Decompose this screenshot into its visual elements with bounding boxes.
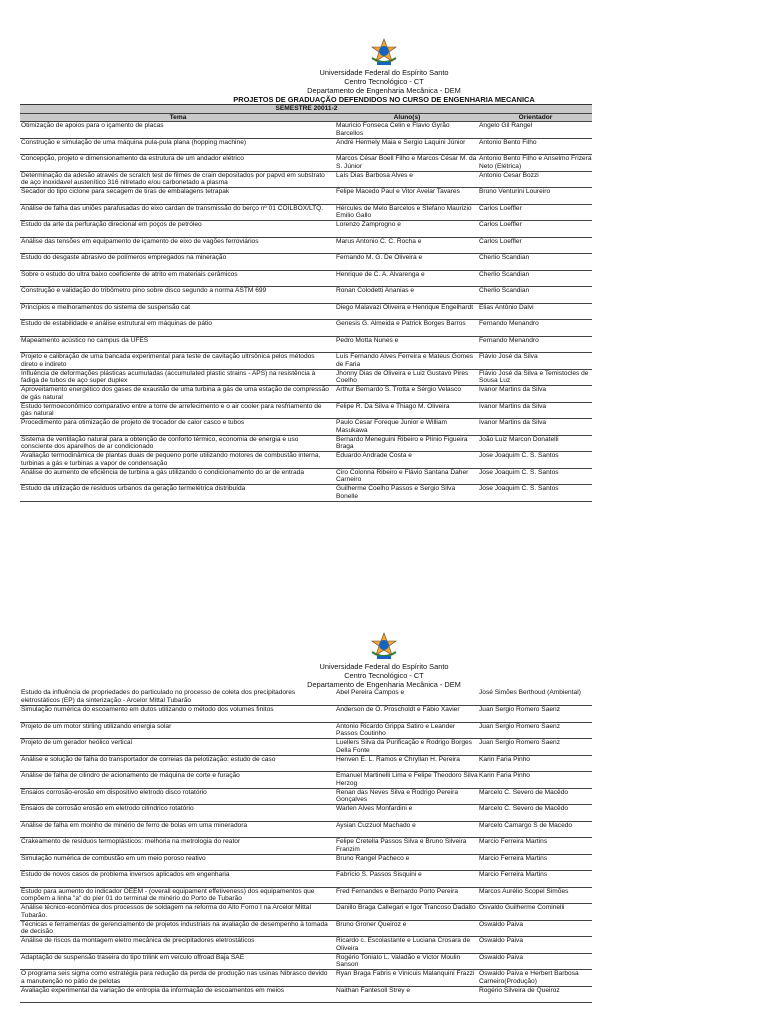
topic-cell: Adaptação de suspensão traseira do tipo trilink em veículo offroad Baja SAE — [20, 953, 335, 970]
topic-cell: Análise técnico-econômica dos processos de soldagem na reforma do Alto Forno I na Arcelor Mittal Tubarão. — [20, 904, 335, 921]
table-row — [20, 402, 592, 419]
students-cell: Luellers Silva da Purificação e Rodrigo Borges Della Fonte — [335, 739, 478, 756]
topic-cell: Estudo da arte da perfuração direcional em poços de petróleo — [20, 221, 335, 238]
topic-cell: Estudo da utilização de resíduos urbanos da geração termelétrica distribuída — [20, 485, 335, 502]
table-row — [20, 689, 592, 706]
department-name: Departamento de Engenharia Mecânica - DEM — [307, 86, 461, 95]
advisor-cell: Fernando Menandro — [478, 336, 592, 353]
advisor-cell: Ivanor Martins da Silva — [478, 419, 592, 436]
topic-cell: Análise de riscos da montagem eletro mecânica de precipitadores eletrostáticos — [20, 937, 335, 954]
table-row — [20, 871, 592, 888]
advisor-cell: Jose Joaquim C. S. Santos — [478, 468, 592, 485]
table-row — [20, 188, 592, 205]
table-row — [20, 435, 592, 452]
semester-heading: SEMESTRE 20011-2 — [20, 105, 592, 114]
students-cell: Fred Fernandes e Bernardo Porto Pereira — [335, 887, 478, 904]
table-row — [20, 953, 592, 970]
table-row — [20, 821, 592, 838]
students-cell: Paulo Cesar Foreque Junior e William Masukawa — [335, 419, 478, 436]
table-row — [20, 887, 592, 904]
topic-cell: Estudo para aumento do indicador OEEM - (overall equipament effetiveness) dos equipamentos que compõem a linha "a" do píer 01 do terminal de minério do Porto de Tubarão — [20, 887, 335, 904]
table-row — [20, 171, 592, 188]
topic-cell: Projeto e calibração de uma bancada experimental para teste de cavitação ultrsônica pelos métodos direto e indireto — [20, 353, 335, 370]
students-cell: Henven E. L. Ramos e Chryllan H. Pereira — [335, 755, 478, 772]
topic-cell: Ensaios de corrosão erosão em eletrodo cilíndrico rotatório — [20, 805, 335, 822]
table-row — [20, 155, 592, 172]
projects-table-body — [20, 122, 592, 502]
students-cell: Marus Antonio C. C. Rocha e — [335, 237, 478, 254]
advisor-cell: Cherlio Scandian — [478, 287, 592, 304]
students-cell: Renan das Neves Silva e Rodrigo Pereira Gonçalves — [335, 788, 478, 805]
center-name: Centro Tecnológico - CT — [344, 671, 424, 680]
advisor-cell: Cherlio Scandian — [478, 254, 592, 271]
students-cell: Guilherme Coelho Passos e Sergio Silva Bonelle — [335, 485, 478, 502]
advisor-cell: Juan Sergio Romero Saenz — [478, 739, 592, 756]
table-row — [20, 138, 592, 155]
students-cell: Naithan Fantesoll Strey e — [335, 986, 478, 1003]
advisor-cell: Oswaldo Paiva — [478, 953, 592, 970]
table-row — [20, 986, 592, 1003]
students-cell: Fabrício S. Passos Sisquini e — [335, 871, 478, 888]
university-emblem-icon — [368, 630, 400, 662]
topic-cell: Análise e solução de falha do transportador de correias da pelotização: estudo de caso — [20, 755, 335, 772]
advisor-cell: Cherlio Scandian — [478, 270, 592, 287]
topic-cell: Análise do aumento de eficiência de turbina a gás utilizando o condicionamento do ar de entrada — [20, 468, 335, 485]
students-cell: Bruno Rangel Pacheco e — [335, 854, 478, 871]
advisor-cell: Osvaldo Guilherme Cominelli — [478, 904, 592, 921]
advisor-cell: José Simões Berthoud (Ambiental) — [478, 689, 592, 706]
advisor-cell: Angelo Gil Rangel — [478, 122, 592, 139]
students-cell: Genesis G. Almeida e Patrick Borges Barros — [335, 320, 478, 337]
topic-cell: Estudo termoeconômico comparativo entre a torre de arrefecimento e o air cooler para resfriamento de gás natural — [20, 402, 335, 419]
table-row — [20, 970, 592, 987]
students-cell: Henrique de C. A. Alvarenga e — [335, 270, 478, 287]
students-cell: Warlen Alves Monfardini e — [335, 805, 478, 822]
students-cell: Ryan Braga Fabris e Vinicuis Malanquini Frazzi — [335, 970, 478, 987]
table-row — [20, 237, 592, 254]
table-row — [20, 254, 592, 271]
topic-cell: Ensaios corrosão-erosão em dispositivo eletrodo disco rotatório — [20, 788, 335, 805]
topic-cell: Princípios e melhoramentos do sistema de suspensão cat — [20, 303, 335, 320]
table-row — [20, 739, 592, 756]
topic-cell: Estudo do desgaste abrasivo de polímeros empregados na mineração — [20, 254, 335, 271]
advisor-cell: Carlos Loeffler — [478, 221, 592, 238]
students-cell: Ronan Colodetti Ananias e — [335, 287, 478, 304]
page-header — [0, 662, 768, 689]
students-cell: Eduardo Andrade Costa e — [335, 452, 478, 469]
table-row — [20, 353, 592, 370]
students-cell: Fernando M. G. De Oliveira e — [335, 254, 478, 271]
page-header — [0, 68, 768, 104]
table-row — [20, 937, 592, 954]
topic-cell: Concepção, projeto e dimensionamento da estrutura de um andador elétrico — [20, 155, 335, 172]
topic-cell: Simulação numérica do escoamento em dutos utilizando o método dos volumes finitos — [20, 706, 335, 723]
topic-cell: Estudo da influência de propriedades do particulado no processo de coleta dos precipitadores eletrostáticos (EP) da sinterização - Arcelor Mittal Tubarão — [20, 689, 335, 706]
topic-cell: Sobre o estudo do ultra baixo coeficiente de atrito em materiais cerâmicos — [20, 270, 335, 287]
advisor-cell: Marcio Ferreira Martins — [478, 854, 592, 871]
students-cell: Felipe R. Da Silva e Thiago M. Oliveira — [335, 402, 478, 419]
students-cell: Danillo Braga Callegari e Igor Trancoso Dadalto — [335, 904, 478, 921]
table-row — [20, 320, 592, 337]
topic-cell: Crakeamento de resíduos termoplásticos: melhoria na metrologia do reator — [20, 838, 335, 855]
topic-cell: Procedimento para otimização de projeto de trocador de calor casco e tubos — [20, 419, 335, 436]
column-header-alunos: Aluno(s) — [335, 113, 478, 122]
topic-cell: Técnicas e ferramentas de gerenciamento de projetos industriais na avaliação de desempenho à tomada de decisão — [20, 920, 335, 937]
table-row — [20, 755, 592, 772]
topic-cell: Determinação da adesão através de scratch test de filmes de crain depositados por papvd em substrato de aço inoxidavel austenítico 316 nitretado e/ou carbonetado a plasma — [20, 171, 335, 188]
column-header-orientador: Orientador — [478, 113, 592, 122]
advisor-cell: Oswaldo Paiva e Herbert Barbosa Carneiro(Produção) — [478, 970, 592, 987]
topic-cell: Análise de falha das uniões parafusadas do eixo cardan de transmissão do berço nº 01 COILBOX/LTQ. — [20, 204, 335, 221]
advisor-cell: Carlos Loeffler — [478, 204, 592, 221]
advisor-cell: Oswaldo Paiva — [478, 937, 592, 954]
table-row — [20, 788, 592, 805]
topic-cell: Secador do tipo ciclone para secagem de tiras de embalagens tetrapak — [20, 188, 335, 205]
department-name: Departamento de Engenharia Mecânica - DEM — [307, 680, 461, 689]
topic-cell: Influência de deformações plásticas acumuladas (accumulated plastic strains - APS) na resistência à fadiga de tubos de aço super duplex — [20, 369, 335, 386]
students-cell: Antonio Ricardo Grippa Satiro e Leander Passos Coutinho — [335, 722, 478, 739]
advisor-cell: Carlos Loeffler — [478, 237, 592, 254]
students-cell: Felipe Cretella Passos Silva e Bruno Silveira Franzim — [335, 838, 478, 855]
students-cell: Ricardo c. Escolastante e Luciana Crosara de Oliveira — [335, 937, 478, 954]
advisor-cell: Marcio Ferreira Martins — [478, 871, 592, 888]
table-row — [20, 336, 592, 353]
advisor-cell: Marcelo Camargo S de Macedo — [478, 821, 592, 838]
topic-cell: Avaliação experimental da variação de entropia da informação de escoamentos em meios — [20, 986, 335, 1003]
advisor-cell: Marcos Aurélio Scopel Simões — [478, 887, 592, 904]
topic-cell: Análise de falha em moinho de minério de ferro de bolas em uma mineradora — [20, 821, 335, 838]
students-cell: Jhonny Dias de Oliveira e Luiz Gustavo Pires Coelho — [335, 369, 478, 386]
university-emblem-icon — [368, 36, 400, 68]
projects-table — [20, 104, 592, 502]
topic-cell: Análise de falha de cilindro de acionamento de máquina de corte e furação — [20, 772, 335, 789]
university-name: Universidade Federal do Espírito Santo — [319, 68, 449, 77]
topic-cell: Estudo de novos casos de problema inversos aplicados em engenharia — [20, 871, 335, 888]
table-row — [20, 452, 592, 469]
topic-cell: Estudo de estabilidade e análise estrutural em máquinas de pátio — [20, 320, 335, 337]
advisor-cell: Antonio Bento Filho e Anselmo Frizera Neto (Elétrica) — [479, 155, 592, 170]
advisor-cell: Rogério Silveira de Queiroz — [478, 986, 592, 1003]
table-row — [20, 303, 592, 320]
advisor-cell: Flávio José da Silva e Temistocles de Sousa Luz — [478, 369, 592, 386]
table-row — [20, 386, 592, 403]
projects-table-continued — [20, 689, 592, 1003]
table-row — [20, 722, 592, 739]
topic-cell: O programa seis sigma como estratégia para redução da perda de produção nas usinas Nibrasco devido a manutenção no pátio de pelotas — [20, 970, 335, 987]
topic-cell: Otimização de apoios para o içamento de placas — [20, 122, 335, 139]
students-cell: Bruno Groner Queiroz e — [335, 920, 478, 937]
advisor-cell: Karin Faria Pinho — [478, 755, 592, 772]
students-cell: Emanuel Martinelli Lima e Felipe Theodoro Silva Herzog — [336, 772, 478, 787]
topic-cell: Construção e simulação de uma máquina pula-pula plana (hopping machine) — [20, 138, 335, 155]
table-row — [20, 485, 592, 502]
advisor-cell: Jose Joaquim C. S. Santos — [478, 452, 592, 469]
center-name: Centro Tecnológico - CT — [344, 77, 424, 86]
students-cell: Luís Fernando Alves Ferreira e Mateus Gomes de Faria — [335, 353, 478, 370]
students-cell: Lorenzo Zamprogno e — [335, 221, 478, 238]
advisor-cell: Jose Joaquim C. S. Santos — [478, 485, 592, 502]
advisor-cell: Juan Sergio Romero Saenz — [478, 706, 592, 723]
column-header-tema: Tema — [20, 113, 335, 122]
table-row — [20, 419, 592, 436]
table-row — [20, 204, 592, 221]
advisor-cell: Marcio Ferreira Martins — [478, 838, 592, 855]
topic-cell: Projeto de um motor stirling utilizando energia solar — [20, 722, 335, 739]
advisor-cell: Karin Faria Pinho — [478, 772, 592, 789]
table-row — [20, 369, 592, 386]
students-cell: Abel Pereira Campos e — [335, 689, 478, 706]
students-cell: Bernardo Meneguini Ribeiro e Plínio Figueira Braga — [335, 435, 478, 452]
table-row — [20, 920, 592, 937]
students-cell: Diego Malavazi Oliveira e Henrique Engelhardt — [335, 303, 478, 320]
table-row — [20, 805, 592, 822]
students-cell: Ciro Colonna Ribeiro e Flávio Santana Daher Carneiro — [335, 468, 478, 485]
advisor-cell: Antonio Bento Filho — [478, 138, 592, 155]
table-row — [20, 772, 592, 789]
topic-cell: Análise das tensões em equipamento de içamento de eixo de vagões ferroviários — [20, 237, 335, 254]
topic-cell: Projeto de um gerador heólico vertical — [20, 739, 335, 756]
table-row — [20, 270, 592, 287]
students-cell: Hércules de Melo Barcelos e Stefano Maurizio Emilio Gallo — [335, 204, 478, 221]
students-cell: Marcos César Boell Filho e Marcos César M. da S. Júnior — [336, 155, 477, 170]
advisor-cell: Marcelo C. Severo de Macêdo — [478, 805, 592, 822]
advisor-cell: Marcelo C. Severo de Macêdo — [478, 788, 592, 805]
table-row — [20, 838, 592, 855]
table-row — [20, 221, 592, 238]
document-title: PROJETOS DE GRADUAÇÃO DEFENDIDOS NO CURSO DE ENGENHARIA MECANICA — [233, 95, 535, 104]
advisor-cell: Juan Sergio Romero Saenz — [478, 722, 592, 739]
topic-cell: Aproveitamento energético dos gases de exaustão de uma turbina a gás de uma estação de compressão de gás natural — [20, 386, 335, 403]
advisor-cell: Fernando Menandro — [478, 320, 592, 337]
advisor-cell: Ivanor Martins da Silva — [478, 402, 592, 419]
university-name: Universidade Federal do Espírito Santo — [319, 662, 449, 671]
topic-cell: Avaliação termodinâmica de plantas duais de pequeno porte utilizando motores de combustão interna, turbinas a gás e turbinas a vapor de condensação — [20, 452, 335, 469]
students-cell: Mauricio Fonseca Celin e Flavio Gyrão Barcellos — [335, 122, 478, 139]
table-row — [20, 287, 592, 304]
students-cell: André Hermely Maia e Sergio Laquini Júnior — [335, 138, 478, 155]
topic-cell: Sistema de ventilação natural para a obtenção de conforto térmico, economia de energia e uso consciente dos aparelhos de ar condicionado — [20, 435, 335, 452]
table-row — [20, 904, 592, 921]
advisor-cell: Elias Antônio Dalvi — [478, 303, 592, 320]
advisor-cell: Antonio Cesar Bozzi — [478, 171, 592, 188]
projects-table-body — [20, 689, 592, 1003]
table-row — [20, 468, 592, 485]
table-row — [20, 706, 592, 723]
students-cell: Pedro Motta Nunes e — [335, 336, 478, 353]
table-row — [20, 854, 592, 871]
topic-cell: Mapeamento acústico no campus da UFES — [20, 336, 335, 353]
advisor-cell: Flávio José da Silva — [478, 353, 592, 370]
topic-cell: Simulação numérica de combustão em um meio poroso reativo — [20, 854, 335, 871]
topic-cell: Construção e validação do tribômetro pino sobre disco segundo a norma ASTM 699 — [20, 287, 335, 304]
advisor-cell: Bruno Venturini Loureiro — [478, 188, 592, 205]
advisor-cell: Oswaldo Paiva — [478, 920, 592, 937]
students-cell: Anderson de O. Proscholdt e Fábio Xavier — [335, 706, 478, 723]
students-cell: Laís Dias Barbosa Alves e — [335, 171, 478, 188]
students-cell: Arthur Bernardo S. Trotta e Sérgio Velasco — [335, 386, 478, 403]
advisor-cell: Ivanor Martins da Silva — [478, 386, 592, 403]
students-cell: Felipe Macedo Paul e Vitor Avelar Tavares — [335, 188, 478, 205]
students-cell: Rogério Toniato L. Valadão e Victor Moulin Sanson — [335, 953, 478, 970]
advisor-cell: João Luiz Marcon Donatelli — [478, 435, 592, 452]
students-cell: Aysian Cuzzuol Machado e — [335, 821, 478, 838]
table-row — [20, 122, 592, 139]
